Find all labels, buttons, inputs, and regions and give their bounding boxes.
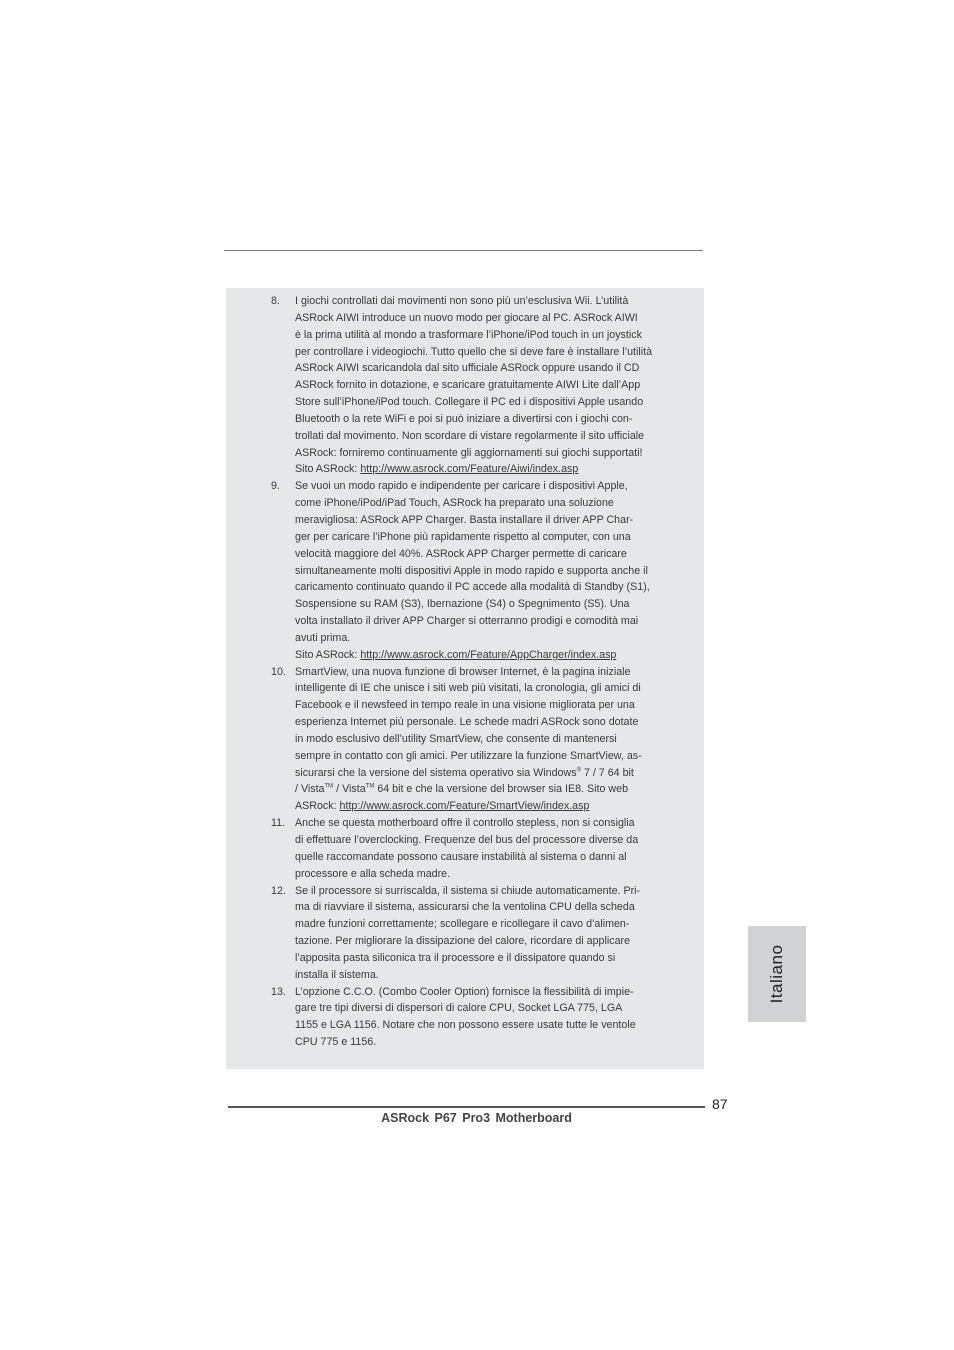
list-item: [226, 815, 704, 882]
list-item: [226, 664, 704, 816]
footer-title: ASRock P67 Pro3 Motherboard: [381, 1111, 572, 1125]
item-number: 9.: [271, 480, 280, 493]
top-rule: [224, 250, 703, 251]
trademark-mark: TM: [365, 783, 375, 790]
list-item: [226, 293, 704, 478]
item-text: L’opzione C.C.O. (Combo Cooler Option) fornisce la flessibilità di impie- gare tre tipi diversi di dispersori di calore CPU, Socket LGA 775, LGA 1155 e LGA 1156. Notare che non possono essere usate tutte le ventole CPU 775 e 1156.: [295, 985, 636, 1049]
item-number: 12.: [271, 884, 286, 897]
notes-panel: [226, 288, 704, 1069]
site-line: Sito ASRock: http://www.asrock.com/Feature/AppCharger/index.asp: [295, 648, 617, 661]
list-item: [226, 883, 704, 984]
item-number: 13.: [271, 985, 286, 998]
item-text: I giochi controllati dai movimenti non sono più un’esclusiva Wii. L’utilità ASRock AIWI introduce un nuovo modo per giocare al PC. ASRock AIWI è la prima utilità al mondo a trasformare l’iPhone/iPod touch in un joystick per controllare i videogiochi. Tutto quello che si deve fare è installare l’utilità ASRock AIWI scaricandola dal sito ufficiale ASRock oppure usando il CD ASRock fornito in dotazione, e scaricare gratuitamente AIWI Lite dall’App Store sull’iPhone/iPod touch. Collegare il PC ed i dispositivi Apple usando Bluetooth o la rete WiFi e poi si può iniziare a divertirsi con i giochi con- trollati dal movimento. Non scordare di vistare regolarmente il sito ufficiale ASRock: forniremo continuamente gli aggiornamenti sui giochi supportati! Sito ASRock: http://www.asrock.com/Feature/Aiwi/index.asp: [295, 293, 675, 478]
list-item: [226, 478, 704, 663]
item-text: Se il processore si surriscalda, il sistema si chiude automaticamente. Pri- ma di riavviare il sistema, assicurarsi che la ventolina CPU della scheda madre funzioni correttamente; scollegare e ricollegare il cavo d’alimen- tazione. Per migliorare la dissipazione del calore, ricordare di applicare l’apposita pasta siliconica tra il processore e il dissipatore quando si installa il sistema.: [295, 884, 641, 981]
bottom-rule: [228, 1106, 705, 1108]
item-text: Se vuoi un modo rapido e indipendente per caricare i dispositivi Apple, come iPhone/iPod/iPad Touch, ASRock ha preparato una soluzione meravigliosa: ASRock APP Charger. Basta installare il driver APP Char- ger per caricare l’iPhone più rapidamente rispetto al computer, con una velocità maggiore del 40%. ASRock APP Charger permette di caricare simultaneamente molti dispositivi Apple in modo rapido e supporta anche il caricamento continuato quando il PC accede alla modalità di Standby (S1), Sospensione su RAM (S3), Ibernazione (S4) o Spegnimento (S5). Una volta installato il driver APP Charger si otterranno prodigi e comodità mai avuti prima. Sito ASRock: http://www.asrock.com/Feature/AppCharger/index.asp: [295, 478, 675, 663]
item-text: SmartView, una nuova funzione di browser Internet, è la pagina iniziale intelligente di IE che unisce i siti web più visitati, la cronologia, gli amici di Facebook e il newsfeed in tempo reale in una visione migliorata per una esperienza Internet più personale. Le schede madri ASRock sono dotate in modo esclusivo dell’utility SmartView, che consente di mantenersi sempre in contatto con gli amici. Per utilizzare la funzione SmartView, as- sicurarsi che la versione del sistema operativo sia Windows® 7 / 7 64 bit / Vista™ / Vista™ 64 bit e che la versione del browser sia IE8. Sito web ASRock: http://www.asrock.com/Feature/SmartView/index.asp: [295, 665, 642, 813]
item-number: 11.: [271, 817, 286, 830]
registered-mark: ®: [576, 767, 581, 774]
appcharger-link[interactable]: http://www.asrock.com/Feature/AppCharger/index.asp: [360, 648, 617, 661]
item-text: Anche se questa motherboard offre il controllo stepless, non si consiglia di effettuare l’overclocking. Frequenze del bus del processore diverse da quelle raccomandate possono causare instabilità al sistema o danni al processore e alla scheda madre.: [295, 817, 639, 880]
list-item: [226, 984, 704, 1051]
aiwi-link[interactable]: http://www.asrock.com/Feature/Aiwi/index.asp: [360, 463, 579, 476]
notes-list: [226, 293, 704, 1051]
item-number: 10.: [271, 665, 286, 678]
item-number: 8.: [271, 295, 280, 307]
smartview-link[interactable]: http://www.asrock.com/Feature/SmartView/index.asp: [339, 800, 590, 813]
trademark-mark: TM: [324, 783, 334, 790]
page-number: 87: [712, 1096, 728, 1112]
site-line: Sito ASRock: http://www.asrock.com/Feature/Aiwi/index.asp: [295, 463, 579, 476]
language-tab-label: Italiano: [767, 944, 786, 1004]
language-tab: [748, 926, 806, 1022]
